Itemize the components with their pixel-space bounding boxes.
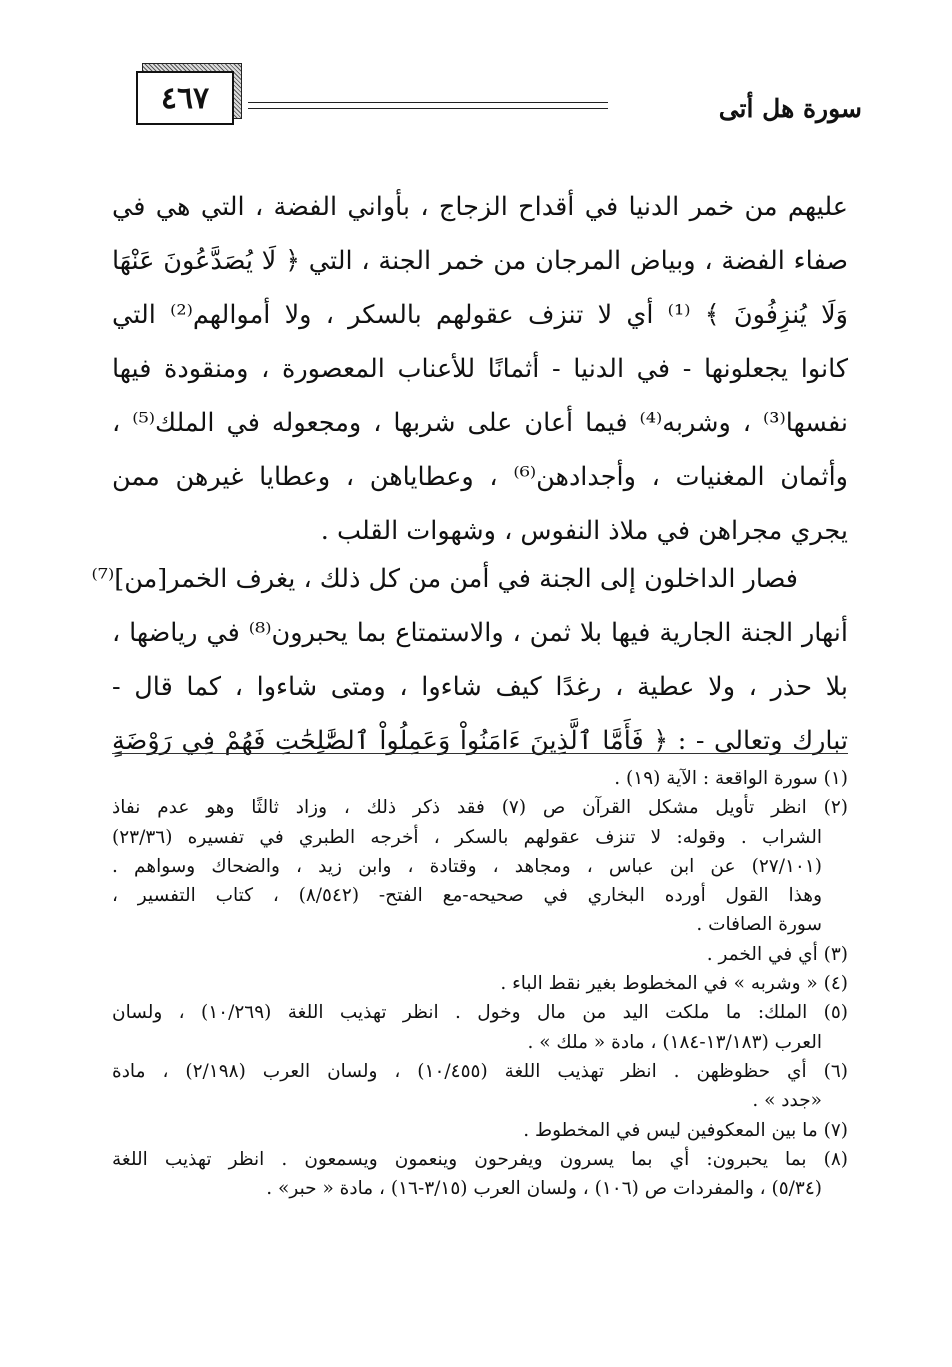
body-line: أنهار الجنة الجارية فيها بلا ثمن ، والاستمتاع بما يحبرون⁽⁸⁾ في رياضها ، xyxy=(112,618,848,648)
body-line: وَلَا يُنزِفُونَ ﴾ ⁽¹⁾ أي لا تنزف عقولهم بالسكر ، ولا أموالهم⁽²⁾ التي xyxy=(112,300,848,330)
footnote-line: (٢٧/١٠١) عن ابن عباس ، ومجاهد ، وقتادة ، وابن زيد ، والضحاك وسواهم . xyxy=(112,855,822,877)
footnote-line: (٥/٣٤) ، والمفردات ص (١٠٦) ، ولسان العرب (٣/١٥-١٦) ، مادة « حبر» . xyxy=(266,1178,822,1200)
footnote-line: وهذا القول أورده البخاري في صحيحه-مع الفتح- (٨/٥٤٢) ، كتاب التفسير ، xyxy=(112,885,823,907)
page-number: ٤٦٧ xyxy=(136,71,234,125)
body-line: صفاء الفضة ، وبياض المرجان من خمر الجنة ، التي ﴿ لَا يُصَدَّعُونَ عَنْهَا xyxy=(112,246,848,276)
body-line: وأثمان المغنيات ، وأجدادهن⁽⁶⁾ ، وعطاياهن ، وعطايا غيرهن ممن xyxy=(112,462,848,492)
paragraph-2 xyxy=(91,552,848,768)
footnote-line: «جدد » . xyxy=(752,1090,822,1112)
body-line: عليهم من خمر الدنيا في أقداح الزجاج ، بأواني الفضة ، التي هي في xyxy=(112,192,848,222)
surah-title: سورة هل أتى xyxy=(718,94,862,123)
header-rule xyxy=(248,102,608,109)
body-line: فصار الداخلون إلى الجنة في أمن من كل ذلك ، يغرف الخمر[من]⁽⁷⁾ xyxy=(91,564,798,594)
footnote-line: سورة الصافات . xyxy=(696,914,822,936)
page-number-frame xyxy=(136,63,241,123)
body-line: تبارك وتعالى - : ﴿ فَأَمَّا ٱلَّذِينَ ءَامَنُواْ وَعَمِلُواْ ٱلصَّٰلِحَٰتِ فَهُمْ فِي رَوْضَةٍ xyxy=(112,726,848,756)
body-line: بلا حذر ، ولا عطية ، رغدًا كيف شاءوا ، ومتى شاءوا ، كما قال - xyxy=(112,672,848,702)
footnote-line: (٤) « وشربه » في المخطوط بغير نقط الباء . xyxy=(500,973,848,995)
footnote-line: العرب (١٣/١٨٣-١٨٤) ، مادة « ملك » . xyxy=(527,1031,822,1053)
body-line: نفسها⁽³⁾ ، وشربه⁽⁴⁾ فيما أعان على شربها ، ومجعوله في الملك⁽⁵⁾ ، xyxy=(112,408,848,438)
footnote-line: (٨) بما يحبرون: أي بما يسرون ويفرحون وينعمون ويسمعون . انظر تهذيب اللغة xyxy=(112,1148,848,1170)
footnote-line: (٦) أي حظوظهن . انظر تهذيب اللغة (١٠/٤٥٥) ، ولسان العرب (٢/١٩٨) ، مادة xyxy=(112,1060,848,1082)
footnote-line: (٧) ما بين المعكوفين ليس في المخطوط . xyxy=(523,1119,848,1141)
footnote-line: (٣) أي في الخمر . xyxy=(706,943,848,965)
footnote-line: (٢) انظر تأويل مشكل القرآن ص (٧) فقد ذكر ذلك ، وزاد ثالثًا وهو عدم نفاذ xyxy=(112,797,848,819)
footnote-line: (١) سورة الواقعة : الآية (١٩) . xyxy=(614,768,848,789)
footnote-separator xyxy=(112,753,848,754)
paragraph-1 xyxy=(112,180,848,558)
body-line: كانوا يجعلونها - في الدنيا - أثمانًا للأعناب المعصورة ، ومنقودة فيها xyxy=(112,354,848,384)
footnote-line: (٥) الملك: ما ملكت اليد من مال وخول . انظر تهذيب اللغة (١٠/٢٦٩) ، ولسان xyxy=(112,1002,848,1024)
footnotes xyxy=(112,764,848,1203)
footnote-line: الشراب . وقوله: لا تنزف عقولهم بالسكر ، أخرجه الطبري في تفسيره (٢٣/٣٦) xyxy=(112,826,822,848)
body-line: يجري مجراهن في ملاذ النفوس ، وشهوات القلب . xyxy=(320,516,848,546)
